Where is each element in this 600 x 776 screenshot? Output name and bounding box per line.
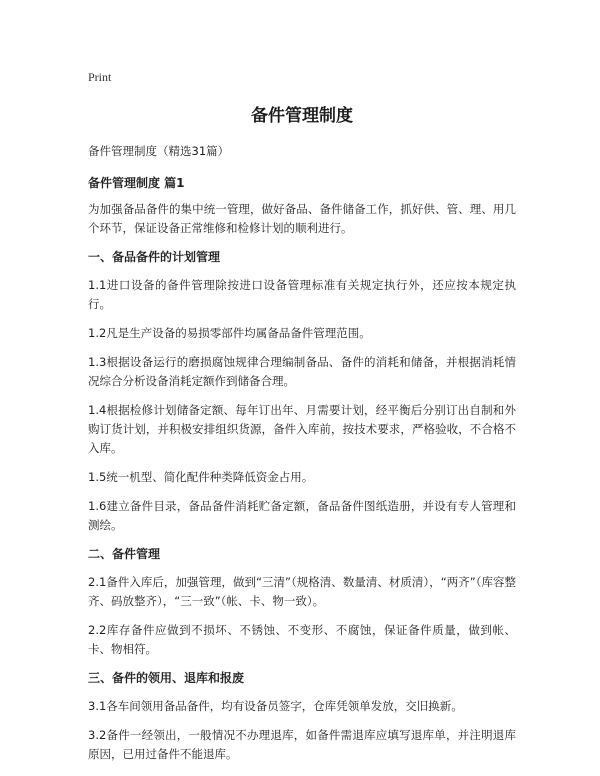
piece-heading: 备件管理制度 篇1 [88,176,185,190]
intro-paragraph: 为加强备品备件的集中统一管理，做好备品、备件储备工作，抓好供、管、理、用几个环节，保证设备正常维修和检修计划的顺利进行。 [88,202,516,235]
paragraph: 3.2备件一经领出，一般情况不办理退库，如备件需退库应填写退库单，并注明退库原因，已用过备件不能退库。 [88,728,516,761]
document-subtitle: 备件管理制度（精选31篇） [88,144,230,158]
paragraph: 1.3根据设备运行的磨损腐蚀规律合理编制备品、备件的消耗和储备，并根据消耗情况综合分析设备消耗定额作到储备合理。 [88,355,516,388]
section-2 [88,545,516,659]
paragraph: 3.1各车间领用备品备件，均有设备员签字，仓库凭领单发放，交旧换新。 [88,699,463,713]
paragraph: 1.2凡是生产设备的易损零部件均属备品备件管理范围。 [88,326,371,340]
paragraph: 2.2库存备件应做到不损坏、不锈蚀、不变形、不腐蚀，保证备件质量，做到帐、卡、物相符。 [88,623,516,656]
section-3 [88,669,516,764]
paragraph: 1.1进口设备的备件管理除按进口设备管理标准有关规定执行外，还应按本规定执行。 [88,278,516,311]
paragraph: 1.4根据检修计划储备定额、每年订出年、月需要计划，经平衡后分别订出自制和外购订货计划，并积极安排组织货源，备件入库前，按技术要求，严格验收，不合格不入库。 [88,403,516,455]
paragraph: 2.1备件入库后，加强管理，做到“三清”（规格清、数量清、材质清），“两齐”（库容整齐、码放整齐），“三一致”（帐、卡、物一致）。 [88,575,516,608]
paragraph: 1.5统一机型、简化配件种类降低资金占用。 [88,470,314,484]
section-heading: 二、备件管理 [88,547,161,561]
page-title: 备件管理制度 [251,106,353,126]
section-1 [88,248,516,535]
section-heading: 一、备品备件的计划管理 [88,250,221,264]
print-link[interactable]: Print [88,70,112,84]
paragraph: 1.6建立备件目录，备品备件消耗贮备定额，备品备件图纸造册，并设有专人管理和测绘。 [88,499,516,532]
section-heading: 三、备件的领用、退库和报废 [88,671,245,685]
